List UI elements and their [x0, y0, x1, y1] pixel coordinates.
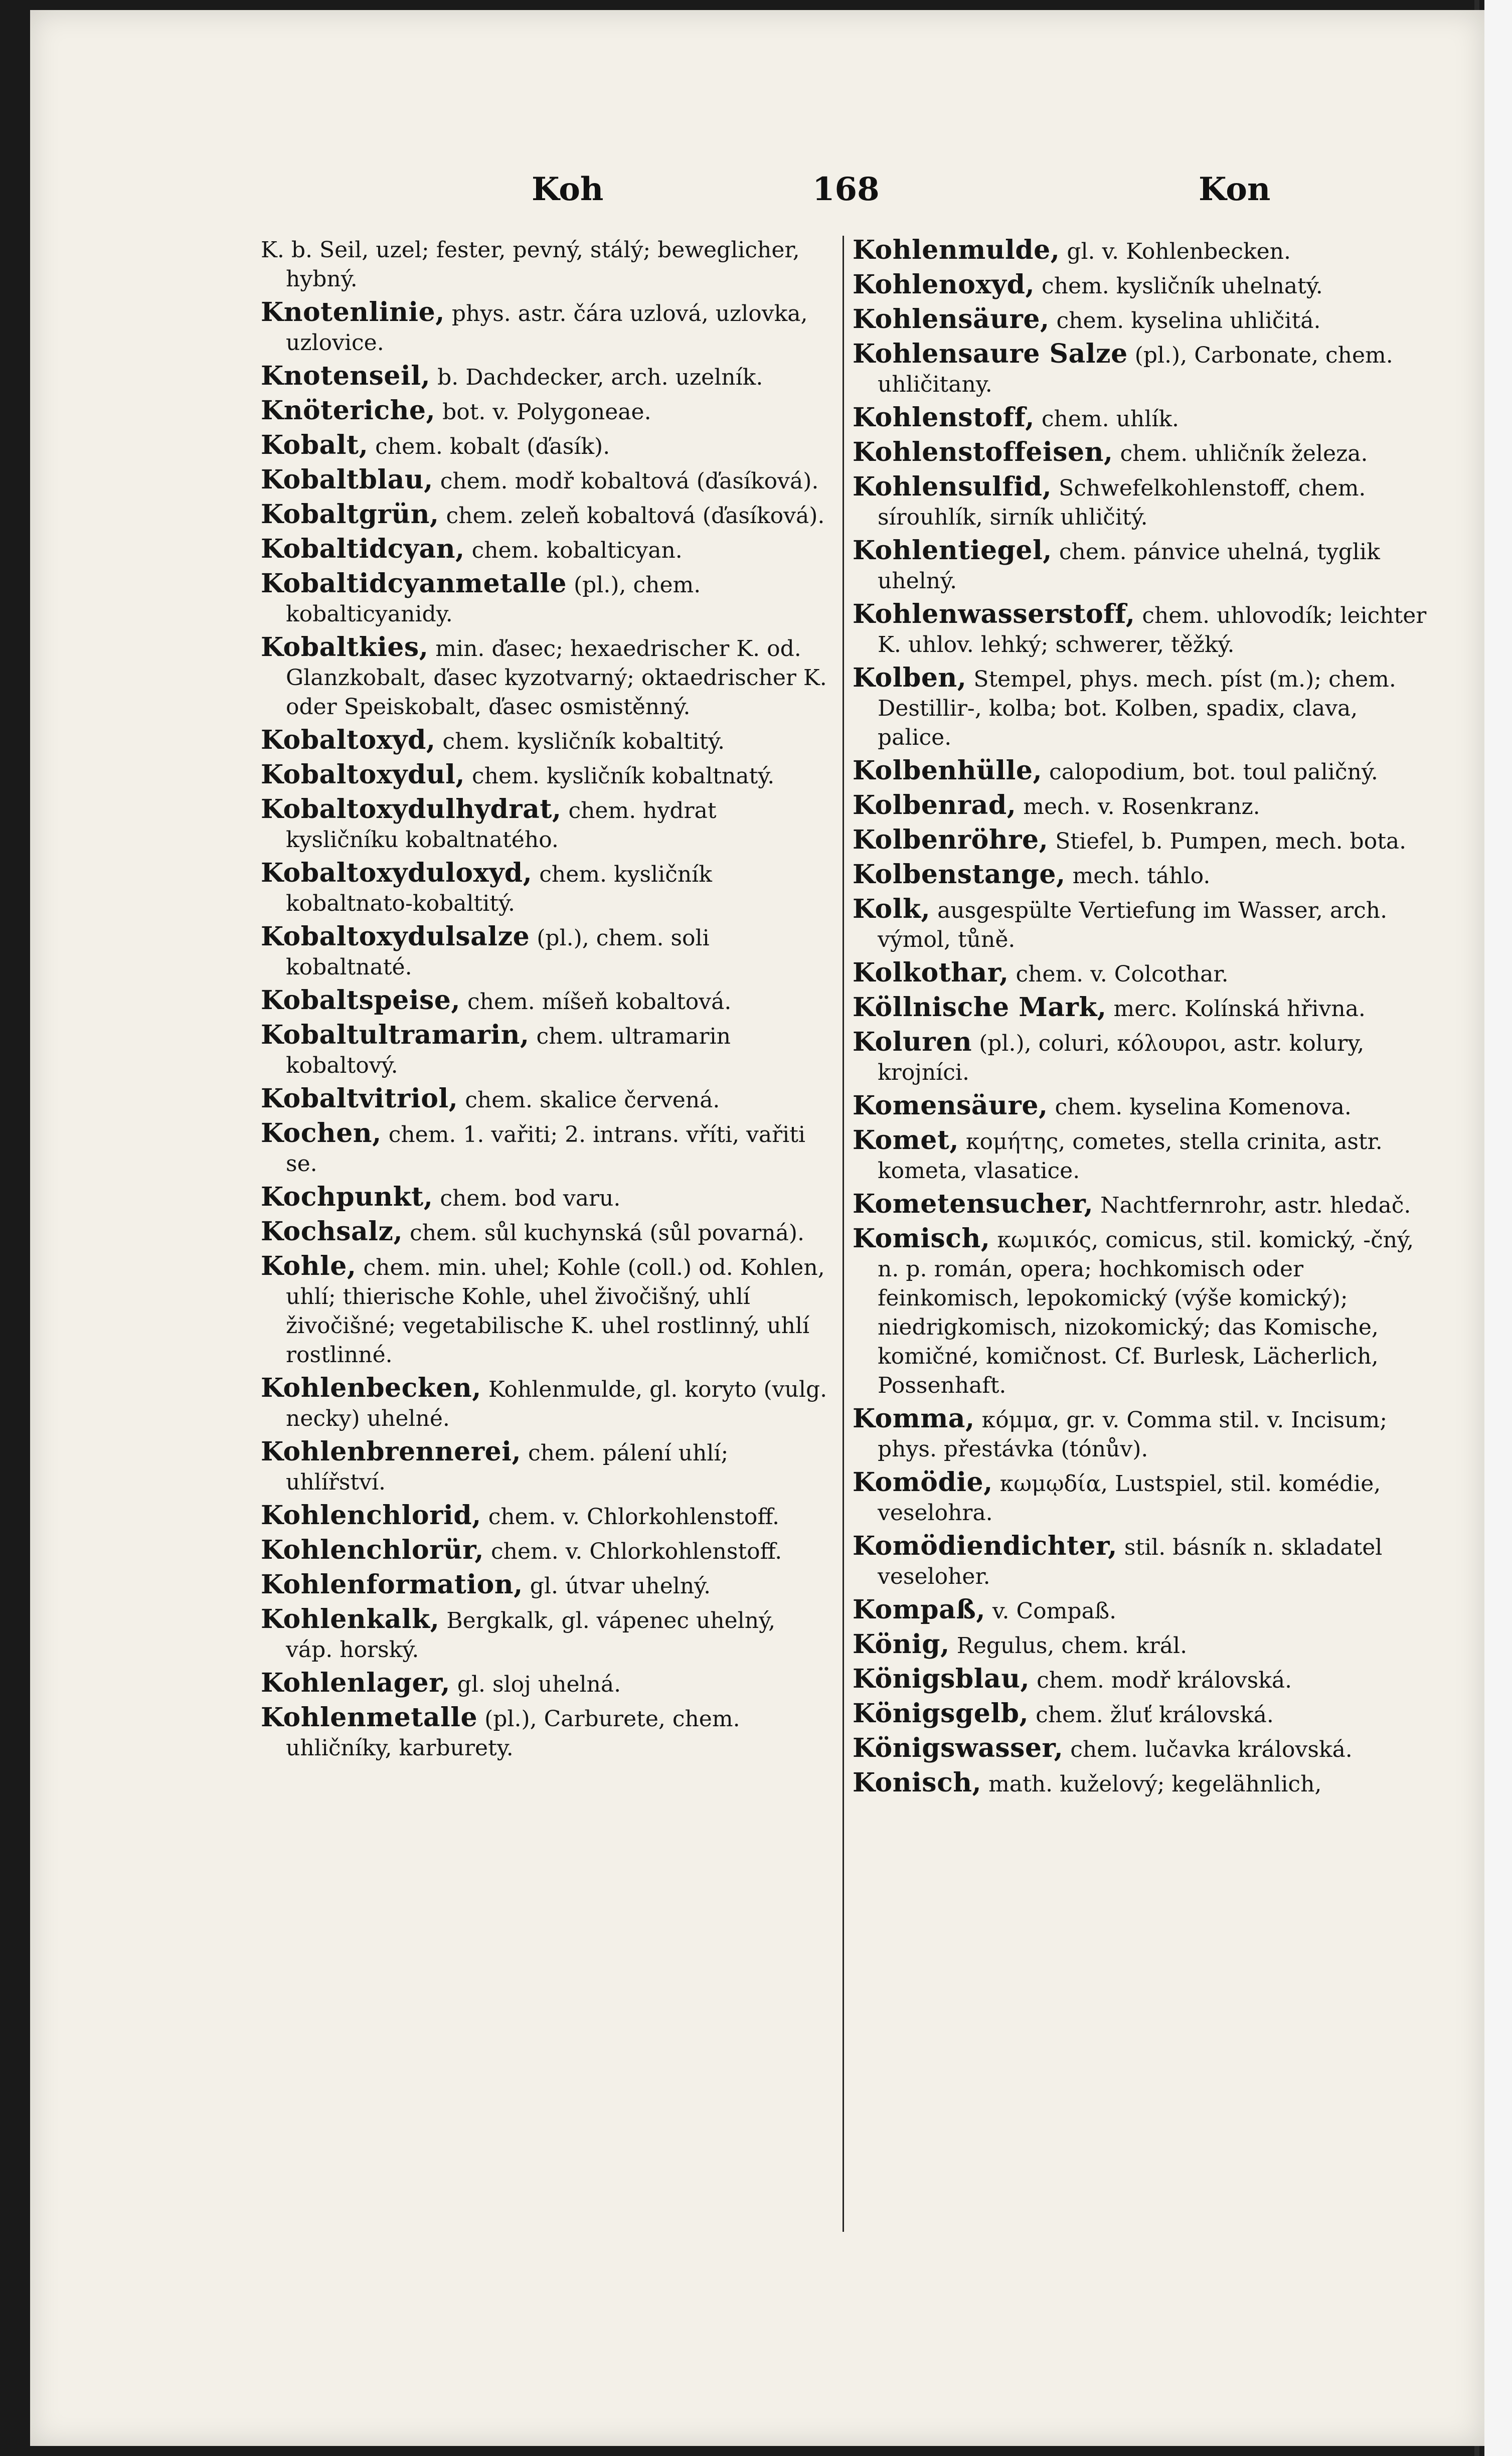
dictionary-entry: [853, 472, 1434, 532]
entry-headword: Komet,: [853, 1125, 959, 1156]
left-column: [261, 236, 827, 1767]
entry-definition: Regulus, chem. král.: [949, 1633, 1188, 1659]
entry-headword: Kohlenbrennerei,: [261, 1436, 522, 1467]
entry-definition: K. b. Seil, uzel; fester, pevný, stálý; beweglicher, hybný.: [261, 237, 800, 292]
dictionary-entry: [261, 236, 827, 294]
entry-definition: gl. v. Kohlenbecken.: [1060, 239, 1291, 264]
entry-definition: Nachtfernrohr, astr. hledač.: [1093, 1193, 1411, 1218]
page-number: 168: [812, 171, 880, 208]
entry-definition: chem. kysličník kobaltitý.: [435, 729, 725, 754]
entry-headword: Kolbenstange,: [853, 859, 1066, 890]
dictionary-entry: [261, 859, 827, 918]
entry-definition: (pl.), coluri, κόλουροι, astr. kolury, krojníci.: [878, 1031, 1365, 1085]
dictionary-entry: [261, 1084, 827, 1115]
entry-headword: Königsblau,: [853, 1664, 1030, 1694]
entry-definition: chem. lučavka královská.: [1063, 1737, 1353, 1762]
dictionary-entry: [853, 1768, 1434, 1799]
dictionary-entry: [853, 236, 1434, 266]
entry-definition: chem. min. uhel; Kohle (coll.) od. Kohlen, uhlí; thierische Kohle, uhel živočišný, uhlí živočišné; vegetabilische K. uhel rostlinný, uhlí rostlinné.: [286, 1255, 825, 1368]
entry-headword: Konisch,: [853, 1767, 982, 1798]
entry-headword: Kochen,: [261, 1118, 382, 1149]
entry-definition: (pl.), chem. soli kobaltnaté.: [286, 925, 710, 980]
entry-definition: Stiefel, b. Pumpen, mech. bota.: [1048, 829, 1407, 854]
dictionary-entry: [853, 1028, 1434, 1087]
dictionary-entry: [261, 535, 827, 565]
entry-headword: Kolk,: [853, 894, 931, 924]
dictionary-entry: [261, 1374, 827, 1433]
dictionary-entry: [261, 465, 827, 496]
entry-definition: mech. táhlo.: [1065, 863, 1211, 889]
entry-headword: Kohlensulfid,: [853, 471, 1052, 502]
entry-definition: b. Dachdecker, arch. uzelník.: [430, 365, 763, 390]
dictionary-entry: [853, 536, 1434, 596]
entry-headword: Kobaltvitriol,: [261, 1083, 458, 1114]
dictionary-entry: [853, 1630, 1434, 1661]
dictionary-entry: [853, 1699, 1434, 1730]
dictionary-entry: [261, 760, 827, 791]
entry-definition: Bergkalk, gl. vápenec uhelný, váp. horský.: [286, 1608, 776, 1663]
dictionary-entry: [261, 1252, 827, 1370]
dictionary-entry: [853, 993, 1434, 1024]
dictionary-entry: [853, 403, 1434, 434]
entry-headword: Königswasser,: [853, 1733, 1064, 1763]
dictionary-entry: [853, 1224, 1434, 1400]
dictionary-entry: [261, 1570, 827, 1601]
entry-definition: calopodium, bot. toul paličný.: [1042, 759, 1378, 785]
dictionary-entry: [853, 340, 1434, 399]
dictionary-entry: [853, 1665, 1434, 1695]
entry-definition: ausgespülte Vertiefung im Wasser, arch. výmol, tůně.: [878, 898, 1388, 952]
entry-definition: chem. žluť královská.: [1029, 1702, 1274, 1728]
entry-definition: chem. bod varu.: [433, 1186, 621, 1211]
dictionary-entry: [853, 270, 1434, 301]
entry-definition: chem. ultramarin kobaltový.: [286, 1024, 731, 1078]
entry-headword: Kohlentiegel,: [853, 535, 1052, 566]
dictionary-entry: [261, 1217, 827, 1248]
dictionary-entry: [261, 726, 827, 756]
entry-definition: chem. uhlík.: [1034, 406, 1180, 432]
dictionary-entry: [261, 431, 827, 461]
entry-definition: κωμῳδία, Lustspiel, stil. komédie, veselohra.: [878, 1471, 1381, 1526]
entry-definition: chem. modř kobaltová (ďasíková).: [433, 468, 819, 494]
entry-definition: chem. 1. vařiti; 2. intrans. vříti, vařiti se.: [286, 1122, 805, 1177]
dictionary-entry: [853, 1468, 1434, 1528]
entry-headword: Kobaltgrün,: [261, 499, 439, 530]
entry-headword: Kohlenbecken,: [261, 1373, 481, 1403]
entry-headword: Kobaltspeise,: [261, 985, 460, 1016]
dictionary-entry: [853, 305, 1434, 336]
entry-definition: chem. hydrat kysličníku kobaltnatého.: [286, 798, 717, 853]
entry-headword: Kobaltoxyd,: [261, 725, 436, 755]
entry-headword: Kohlenformation,: [261, 1569, 523, 1600]
dictionary-entry: [853, 1532, 1434, 1591]
dictionary-entry: [853, 1734, 1434, 1764]
entry-definition: merc. Kolínská hřivna.: [1106, 996, 1366, 1022]
running-head: [221, 171, 1419, 226]
entry-headword: Komödie,: [853, 1467, 993, 1498]
entry-headword: Kohlensaure Salze: [853, 339, 1128, 369]
entry-headword: Kochpunkt,: [261, 1182, 433, 1212]
dictionary-entry: [853, 826, 1434, 856]
entry-headword: Kobaltoxydulhydrat,: [261, 794, 562, 825]
entry-definition: chem. míšeň kobaltová.: [460, 989, 732, 1015]
entry-headword: Kohlensäure,: [853, 304, 1050, 335]
entry-headword: Kometensucher,: [853, 1189, 1094, 1219]
entry-definition: Kohlenmulde, gl. koryto (vulg. necky) uhelné.: [286, 1377, 827, 1431]
dictionary-entry: [853, 1091, 1434, 1122]
entry-headword: Kobaltblau,: [261, 464, 433, 495]
column-divider: [843, 236, 844, 2232]
header-left-guide-word: Koh: [532, 171, 604, 208]
entry-headword: Kobaltoxyduloxyd,: [261, 858, 533, 888]
entry-definition: phys. astr. čára uzlová, uzlovka, uzlovice.: [286, 301, 808, 356]
entry-headword: Knotenseil,: [261, 361, 431, 391]
entry-definition: chem. uhlovodík; leichter K. uhlov. lehký; schwerer, těžký.: [878, 603, 1427, 658]
dictionary-entry: [261, 1605, 827, 1665]
dictionary-entry: [261, 1183, 827, 1213]
dictionary-entry: [853, 756, 1434, 787]
entry-headword: Knöteriche,: [261, 395, 436, 426]
entry-headword: Kohlenlager,: [261, 1668, 450, 1698]
dictionary-entry: [261, 1437, 827, 1497]
entry-headword: Kohlenstoffeisen,: [853, 437, 1113, 467]
dictionary-entry: [261, 986, 827, 1017]
entry-headword: Kolbenhülle,: [853, 755, 1043, 786]
dictionary-entry: [853, 958, 1434, 989]
entry-definition: (pl.), chem. kobalticyanidy.: [286, 572, 701, 627]
dictionary-entry: [261, 1536, 827, 1566]
entry-headword: Kochsalz,: [261, 1216, 403, 1247]
entry-headword: Komödiendichter,: [853, 1531, 1117, 1561]
dictionary-entry: [261, 1021, 827, 1080]
entry-definition: chem. kyselina uhličitá.: [1049, 308, 1321, 334]
entry-headword: König,: [853, 1629, 950, 1660]
page-edge: [1484, 0, 1512, 2456]
entry-headword: Knotenlinie,: [261, 297, 445, 328]
dictionary-entry: [853, 1404, 1434, 1464]
dictionary-entry: [261, 1703, 827, 1763]
entry-definition: chem. kyselina Komenova.: [1048, 1094, 1352, 1120]
entry-headword: Kohlenmetalle: [261, 1702, 478, 1733]
entry-definition: (pl.), Carburete, chem. uhličníky, karburety.: [286, 1706, 740, 1761]
entry-headword: Koluren: [853, 1027, 972, 1057]
entry-headword: Kohlenkalk,: [261, 1604, 440, 1634]
dictionary-entry: [261, 633, 827, 722]
entry-definition: mech. v. Rosenkranz.: [1016, 794, 1260, 820]
entry-headword: Kohlenstoff,: [853, 402, 1035, 433]
dictionary-entry: [853, 860, 1434, 891]
entry-headword: Kohlenchlorid,: [261, 1500, 481, 1531]
entry-definition: chem. sůl kuchynská (sůl povarná).: [403, 1220, 805, 1246]
entry-definition: chem. kobalticyan.: [464, 538, 683, 563]
entry-definition: chem. v. Colcothar.: [1009, 961, 1229, 987]
entry-headword: Kohlenoxyd,: [853, 269, 1035, 300]
entry-definition: Schwefelkohlenstoff, chem. sírouhlík, sirník uhličitý.: [878, 475, 1366, 530]
entry-definition: chem. kobalt (ďasík).: [368, 434, 610, 459]
entry-definition: (pl.), Carbonate, chem. uhličitany.: [878, 343, 1393, 397]
entry-headword: Komisch,: [853, 1223, 990, 1254]
dictionary-entry: [261, 362, 827, 392]
dictionary-entry: [853, 1595, 1434, 1626]
entry-headword: Kolben,: [853, 663, 967, 693]
entry-definition: chem. kysličník kobaltnatý.: [465, 763, 775, 789]
entry-headword: Kohlenwasserstoff,: [853, 599, 1135, 629]
header-right-guide-word: Kon: [1199, 171, 1271, 208]
entry-definition: Stempel, phys. mech. píst (m.); chem. Destillir-, kolba; bot. Kolben, spadix, clava, palice.: [878, 667, 1396, 750]
entry-headword: Kohlenchlorür,: [261, 1535, 484, 1565]
dictionary-entry: [853, 1190, 1434, 1220]
entry-headword: Komma,: [853, 1403, 975, 1434]
entry-headword: Kobalt,: [261, 430, 369, 460]
entry-definition: chem. uhličník železa.: [1113, 441, 1368, 466]
dictionary-entry: [853, 791, 1434, 822]
entry-headword: Kohle,: [261, 1251, 357, 1281]
entry-definition: chem. pálení uhlí; uhlířství.: [286, 1440, 729, 1495]
entry-headword: Kobaltidcyanmetalle: [261, 568, 567, 599]
entry-headword: Kobaltoxydul,: [261, 759, 465, 790]
entry-headword: Kolbenrad,: [853, 790, 1017, 821]
entry-definition: v. Compaß.: [985, 1598, 1117, 1624]
entry-definition: gl. sloj uhelná.: [450, 1672, 621, 1697]
dictionary-entry: [261, 795, 827, 855]
dictionary-entry: [853, 664, 1434, 752]
entry-definition: math. kuželový; kegelähnlich,: [981, 1771, 1322, 1797]
dictionary-entry: [261, 500, 827, 531]
dictionary-entry: [261, 922, 827, 982]
dictionary-entry: [261, 1119, 827, 1179]
entry-headword: Kobaltoxydulsalze: [261, 921, 530, 952]
entry-definition: κομήτης, cometes, stella crinita, astr. kometa, vlasatice.: [878, 1129, 1383, 1184]
dictionary-entry: [261, 298, 827, 358]
entry-definition: chem. skalice červená.: [458, 1087, 720, 1113]
dictionary-entry: [853, 895, 1434, 954]
entry-definition: chem. v. Chlorkohlenstoff.: [481, 1504, 779, 1530]
entry-definition: gl. útvar uhelný.: [523, 1573, 711, 1599]
entry-headword: Kompaß,: [853, 1594, 985, 1625]
dictionary-entry: [261, 1501, 827, 1532]
entry-definition: chem. kysličník uhelnatý.: [1035, 273, 1323, 299]
dictionary-entry: [261, 1669, 827, 1699]
entry-headword: Köllnische Mark,: [853, 992, 1107, 1023]
entry-headword: Kolbenröhre,: [853, 825, 1049, 855]
entry-definition: bot. v. Polygoneae.: [435, 399, 651, 425]
entry-definition: κωμικός, comicus, stil. komický, -čný, n. p. román, opera; hochkomisch oder feinkomisch, lepokomický (výše komický); niedrigkomisch, nizokomický; das Komische, komičné, komičnost. Cf. Burlesk, Lächerlich, Possenhaft.: [878, 1227, 1414, 1398]
entry-definition: chem. modř královská.: [1030, 1668, 1292, 1693]
entry-headword: Komensäure,: [853, 1090, 1048, 1121]
entry-headword: Kobaltkies,: [261, 632, 429, 663]
entry-definition: stil. básník n. skladatel veseloher.: [878, 1535, 1383, 1589]
entry-definition: chem. v. Chlorkohlenstoff.: [484, 1539, 782, 1564]
entry-headword: Kobaltidcyan,: [261, 534, 465, 564]
dictionary-entry: [261, 569, 827, 629]
entry-definition: chem. kysličník kobaltnato-kobaltitý.: [286, 862, 712, 916]
dictionary-entry: [853, 600, 1434, 660]
dictionary-entry: [853, 438, 1434, 468]
entry-definition: min. ďasec; hexaedrischer K. od. Glanzkobalt, ďasec kyzotvarný; oktaedrischer K. oder Speiskobalt, ďasec osmistěnný.: [286, 636, 827, 720]
right-column: [853, 236, 1434, 1803]
entry-headword: Kobaltultramarin,: [261, 1020, 530, 1050]
entry-definition: κόμμα, gr. v. Comma stil. v. Incisum; phys. přestávka (tónův).: [878, 1407, 1388, 1462]
dictionary-entry: [261, 396, 827, 427]
entry-definition: chem. pánvice uhelná, tyglik uhelný.: [878, 539, 1380, 594]
entry-headword: Königsgelb,: [853, 1698, 1029, 1729]
entry-definition: chem. zeleň kobaltová (ďasíková).: [439, 503, 825, 529]
entry-headword: Kohlenmulde,: [853, 235, 1060, 265]
entry-headword: Kolkothar,: [853, 957, 1009, 988]
dictionary-entry: [853, 1126, 1434, 1186]
